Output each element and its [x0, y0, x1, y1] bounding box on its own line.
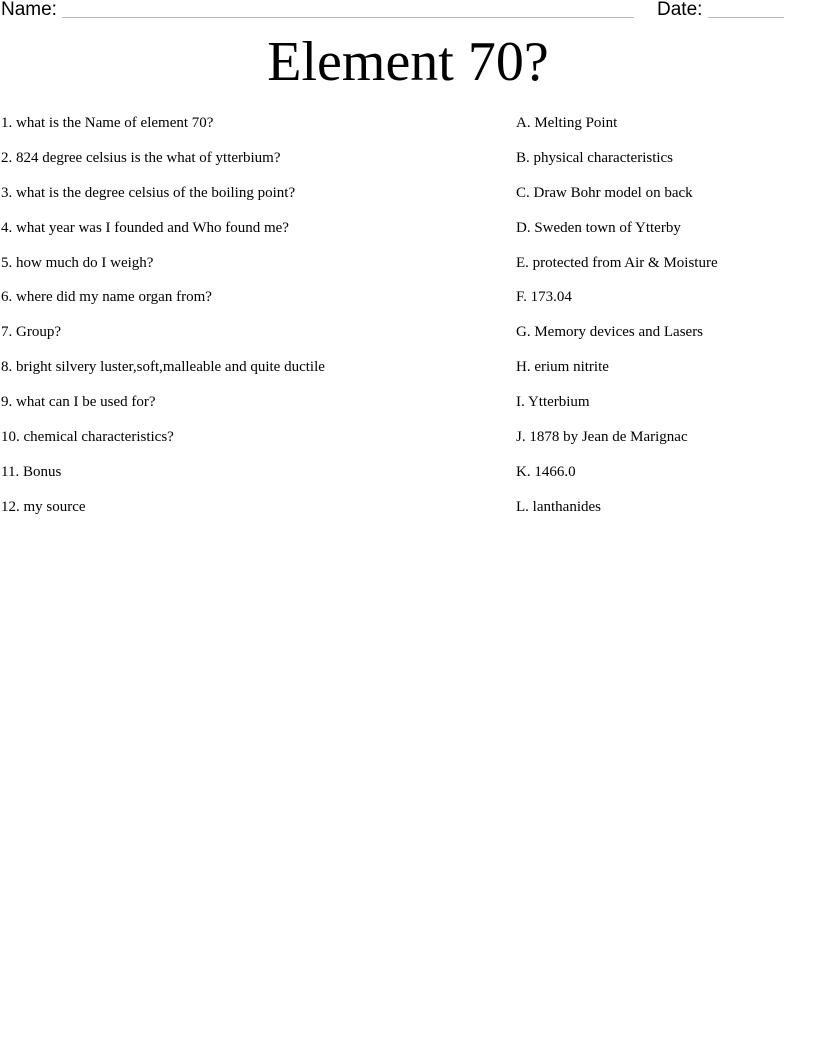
question-item: 10. chemical characteristics? — [1, 429, 174, 446]
question-item: 5. how much do I weigh? — [1, 254, 154, 271]
answer-item: J. 1878 by Jean de Marignac — [516, 429, 688, 446]
question-item: 4. what year was I founded and Who found me? — [1, 219, 289, 236]
question-item: 1. what is the Name of element 70? — [1, 115, 214, 131]
answer-item: G. Memory devices and Lasers — [516, 324, 704, 341]
date-label: Date: — [657, 0, 703, 20]
answer-item: B. physical characteristics — [516, 149, 674, 166]
answers-list — [516, 113, 806, 532]
question-item: 7. Group? — [1, 324, 61, 341]
answer-item: K. 1466.0 — [516, 463, 576, 480]
question-item: 6. where did my name organ from? — [1, 289, 212, 306]
answer-item: L. lanthanides — [516, 498, 601, 515]
question-item: 12. my source — [1, 498, 86, 515]
answer-item: E. protected from Air & Moisture — [516, 254, 718, 271]
answer-item: H. erium nitrite — [516, 359, 609, 376]
questions-list — [1, 113, 501, 532]
answer-item: A. Melting Point — [516, 115, 618, 131]
name-label: Name: — [1, 0, 57, 20]
answer-item: F. 173.04 — [516, 289, 572, 306]
answer-item: D. Sweden town of Ytterby — [516, 219, 681, 236]
question-item: 3. what is the degree celsius of the boiling point? — [1, 184, 296, 201]
worksheet-header — [0, 0, 816, 24]
question-item: 2. 824 degree celsius is the what of ytterbium? — [1, 149, 281, 166]
question-item: 11. Bonus — [1, 463, 62, 480]
question-item: 8. bright silvery luster,soft,malleable and quite ductile — [1, 359, 325, 376]
question-item: 9. what can I be used for? — [1, 394, 156, 411]
answer-item: I. Ytterbium — [516, 394, 590, 411]
name-blank-line — [62, 17, 634, 18]
page-title: Element 70? — [267, 31, 549, 93]
answer-item: C. Draw Bohr model on back — [516, 184, 693, 201]
date-blank-line — [708, 17, 784, 18]
